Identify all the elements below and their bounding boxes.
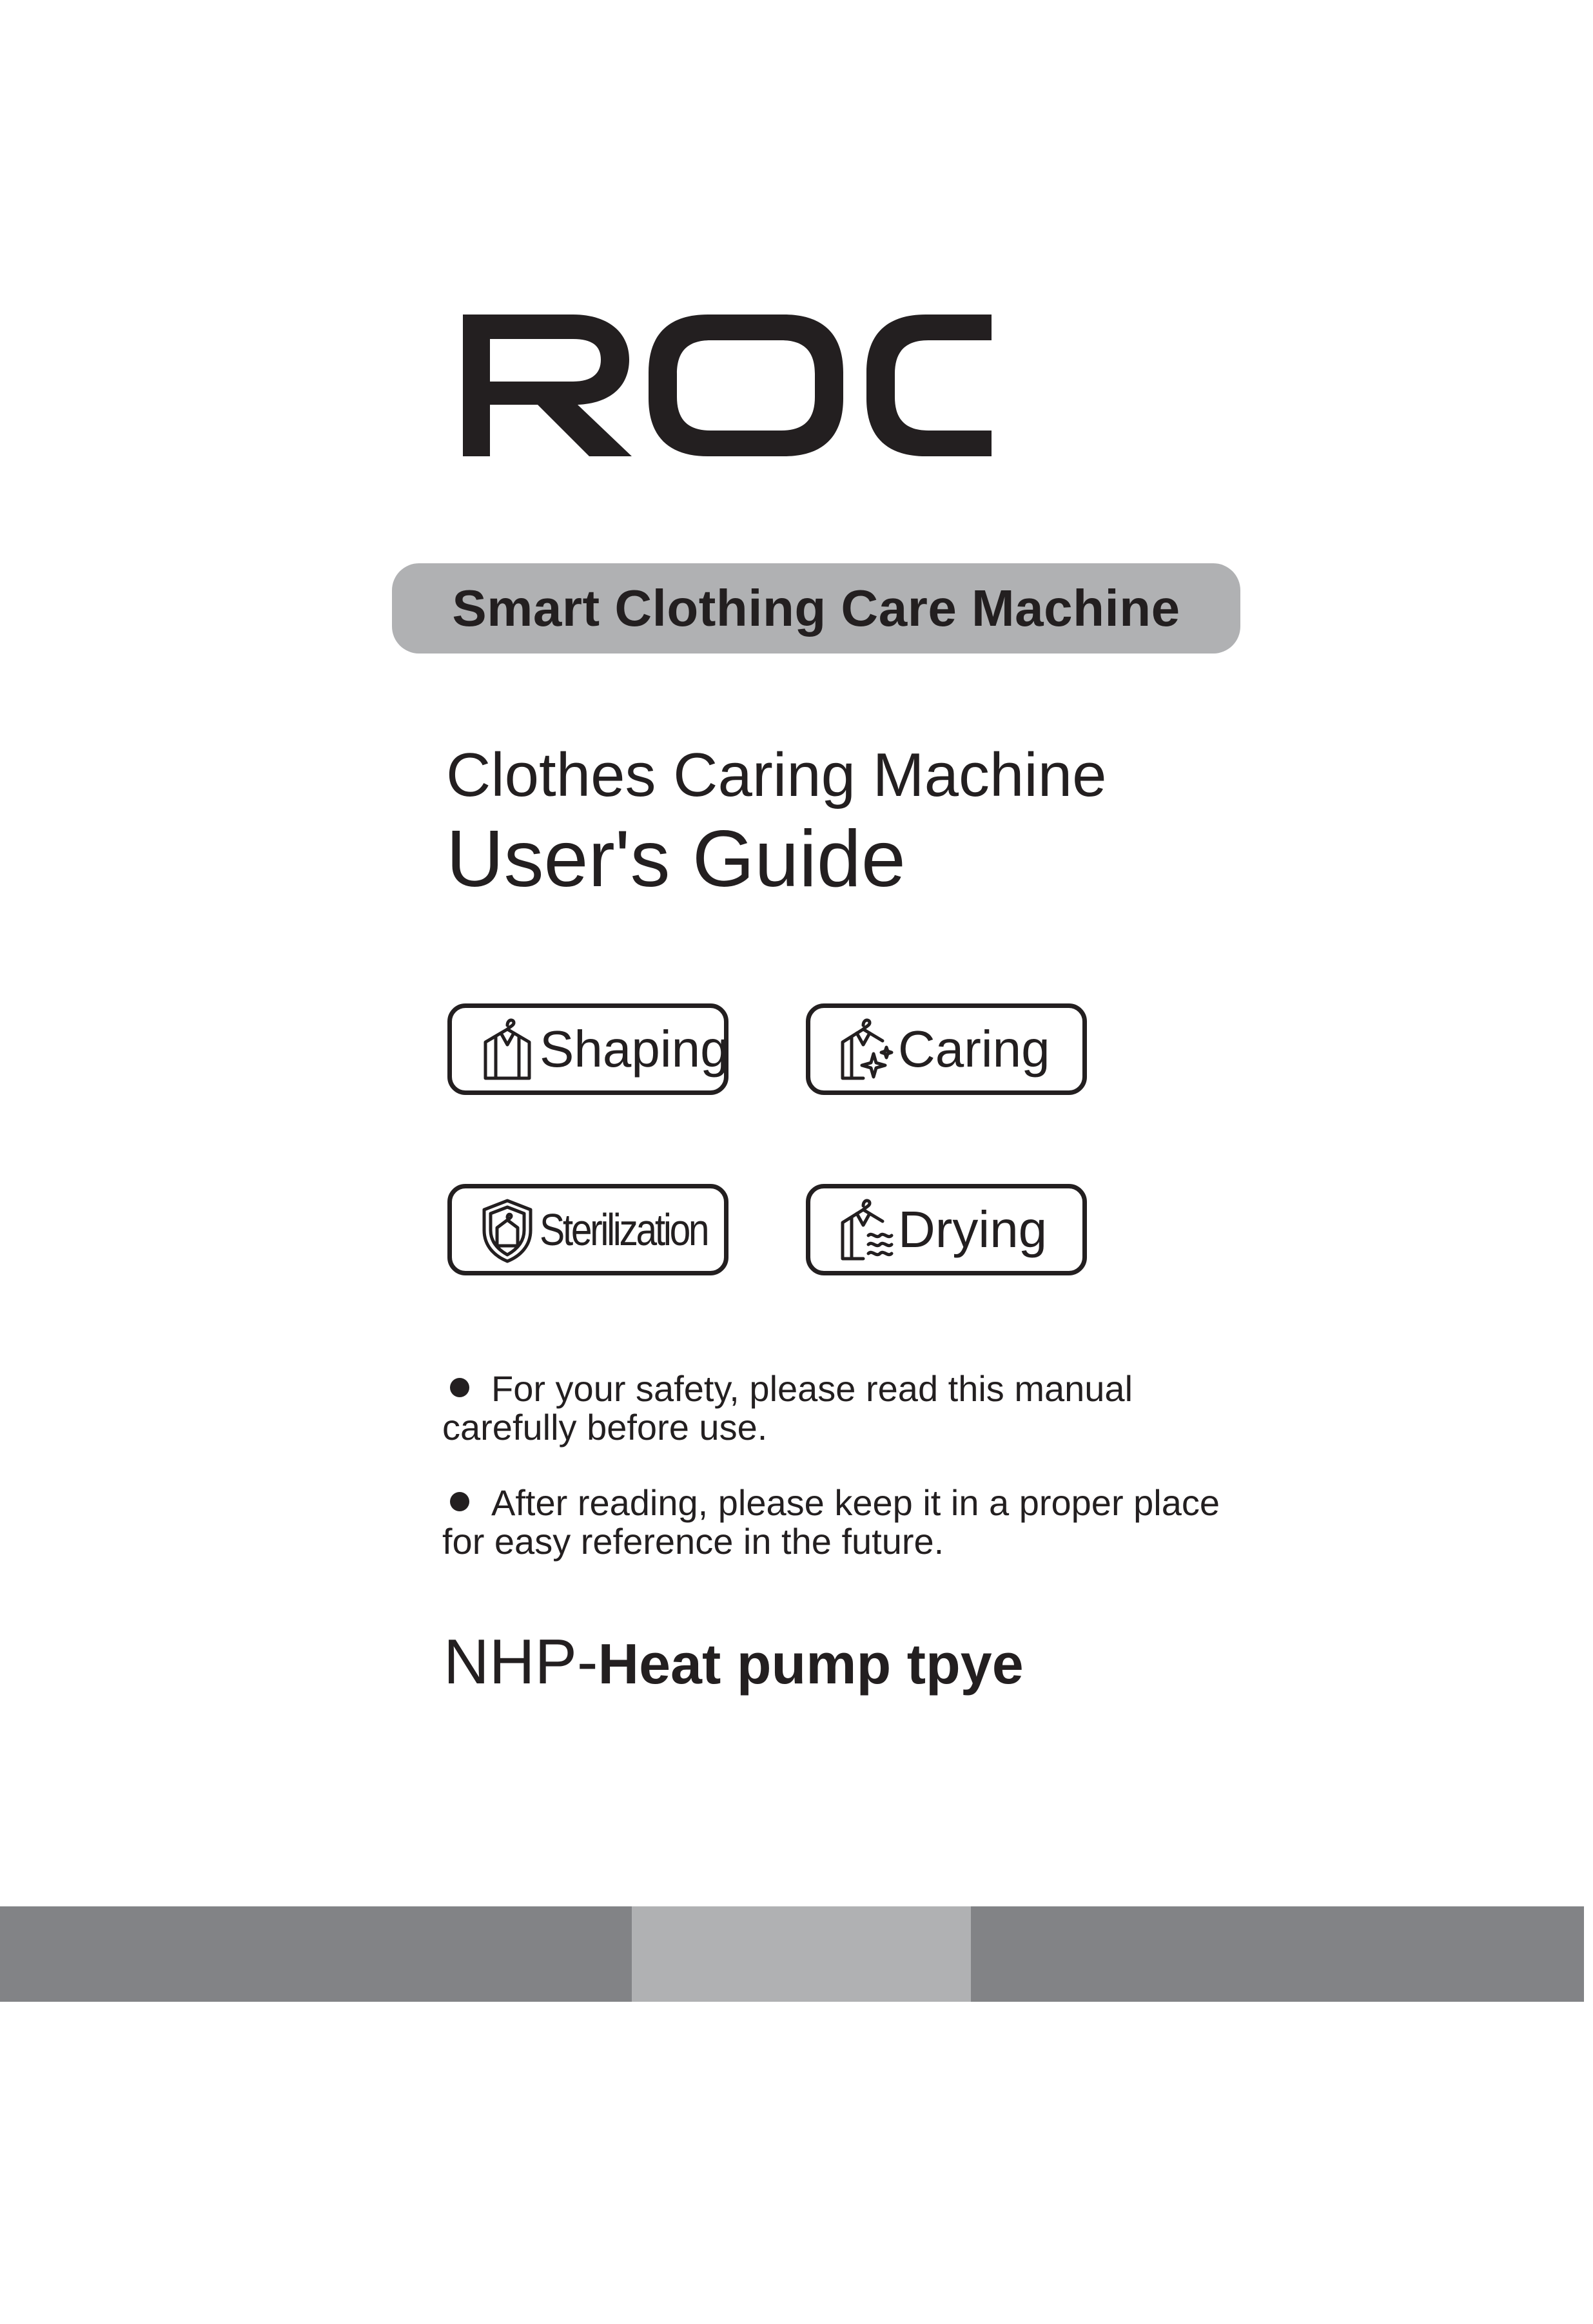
footer-band-middle [632,1906,971,2002]
hanger-shirt-wave-icon [837,1194,894,1265]
note-line1: For your safety, please read this manual [491,1368,1133,1409]
feature-badge-drying [806,1184,1087,1275]
safety-note [442,1370,1280,1447]
note-line2: for easy reference in the future. [442,1521,944,1562]
note-line2: carefully before use. [442,1407,768,1448]
feature-label: Sterilization [540,1205,708,1255]
feature-badge-caring [806,1003,1087,1095]
hanger-shirt-icon [479,1014,536,1085]
subtitle-text: Smart Clothing Care Machine [452,579,1180,637]
storage-note [442,1484,1280,1561]
bullet-icon [450,1492,469,1511]
note-line1: After reading, please keep it in a proper place [491,1482,1220,1523]
model-type [444,1625,1024,1698]
model-code: NHP- [444,1626,598,1697]
feature-label: Caring [898,1020,1050,1078]
hanger-shirt-sparkle-icon [837,1014,894,1085]
feature-label: Shaping [540,1020,729,1078]
footer-band-right [971,1906,1584,2002]
bullet-icon [450,1378,469,1397]
document-title-line1: Clothes Caring Machine [446,741,1107,809]
roc-logo [463,315,992,456]
feature-label: Drying [898,1201,1048,1258]
model-description: Heat pump tpye [598,1632,1024,1696]
shield-shirt-icon [479,1194,536,1265]
subtitle-banner [392,563,1240,654]
document-title: User's Guide [446,815,906,904]
feature-badge-sterilization [447,1184,728,1275]
feature-badge-shaping [447,1003,728,1095]
footer-band-left [0,1906,632,2002]
